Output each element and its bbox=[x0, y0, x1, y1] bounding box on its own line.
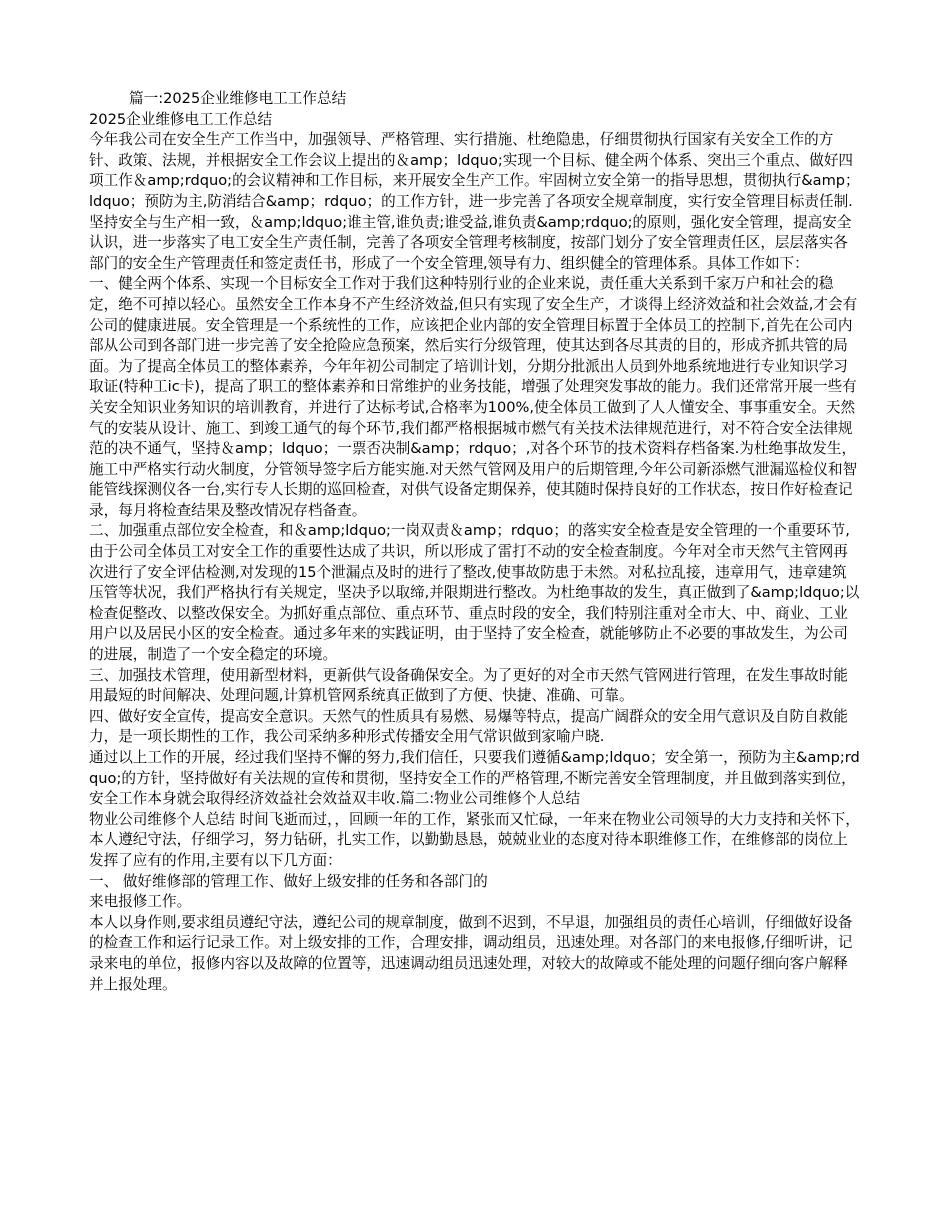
paragraph-section-one: 一、健全两个体系、实现一个目标安全工作对于我们这种特别行业的企业来说，责任重大关系到千家万户和社会的稳定，绝不可掉以轻心。虽然安全工作本身不产生经济效益,但只有实现了安全生产，才谈得上经济效益和社会效益,才会有公司的健康进展。安全管理是一个系统性的工作，应该把企业内部的安全管理目标置于全体员工的控制下,首先在公司内部从公司到各部门进一步完善了安全抢险应急预案，然后实行分级管理，使其达到各尽其责的目的，形成齐抓共管的局面。为了提高全体员工的整体素养，今年年初公司制定了培训计划，分期分批派出人员到外地系统地进行专业知识学习取证(特种工ic卡)，提高了职工的整体素养和日常维护的业务技能，增强了处理突发事故的能力。我们还常常开展一些有关安全知识业务知识的培训教育，并进行了达标考试,合格率为100%,使全体员工做到了人人懂安全、事事重安全。天然气的安装从设计、施工、到竣工通气的每个环节,我们都严格根据城市燃气有关技术法律规范进行，对不符合安全法律规范的决不通气，坚持＆amp；ldquo；一票否决制&amp；rdquo；,对各个环节的技术资料存档备案.为杜绝事故发生，施工中严格实行动火制度，分管领导签字后方能实施.对天然气管网及用户的后期管理,今年公司新添燃气泄漏巡检仪和智能管线探测仪各一台,实行专人长期的巡回检查，对供气设备定期保养，使其随时保持良好的工作状态，按日作好检查记录，每月将检查结果及整改情况存档备查。 bbox=[89, 275, 858, 519]
document-page bbox=[89, 89, 861, 995]
paragraph-part-two-item-one: 一、 做好维修部的管理工作、做好上级安排的任务和各部门的 bbox=[89, 872, 488, 890]
document-heading: 篇一:2025企业维修电工工作总结 bbox=[129, 90, 347, 107]
paragraph-part-two-body: 本人以身作则,要求组员遵纪守法，遵纪公司的规章制度，做到不迟到，不早退，加强组员的责任心培训，仔细做好设备的检查工作和运行记录工作。对上级安排的工作，合理安排，调动组员，迅速处理。对各部门的来电报修,仔细听讲，记录来电的单位，报修内容以及故障的位置等，迅速调动组员迅速处理，对较大的故障或不能处理的问题仔细向客户解释并上报处理。 bbox=[89, 913, 853, 993]
paragraph-part-two-intro: 物业公司维修个人总结 时间飞逝而过，，回顾一年的工作，紧张而又忙碌，一年来在物业公司领导的大力支持和关怀下，本人遵纪守法，仔细学习，努力钻研，扎实工作，以勤勤恳恳，兢兢业业的态度对待本职维修工作，在维修部的岗位上发挥了应有的作用,主要有以下几方面： bbox=[89, 810, 860, 869]
paragraph-section-three: 三、加强技术管理，使用新型材料，更新供气设备确保安全。为了更好的对全市天然气管网进行管理，在发生事故时能用最短的时间解决、处理问题,计算机管网系统真正做到了方便、快捷、准确、可靠。 bbox=[89, 666, 848, 705]
paragraph-conclusion: 通过以上工作的开展，经过我们坚持不懈的努力,我们信任，只要我们遵循&amp;ldquo；安全第一，预防为主&amp;rdquo;的方针，坚持做好有关法规的宣传和贯彻，坚持安全工作的严格管理,不断完善安全管理制度，并且做到落实到位，安全工作本身就会取得经济效益社会效益双丰收.篇二:物业公司维修个人总结 bbox=[89, 749, 860, 808]
paragraph-section-two: 二、加强重点部位安全检查，和＆amp;ldquo;一岗双责＆amp；rdquo；的落实安全检查是安全管理的一个重要环节,由于公司全体员工对安全工作的重要性达成了共识，所以形成了雷打不动的安全检查制度。今年对全市天然气主管网再次进行了安全评估检测,对发现的15个泄漏点及时的进行了整改,使事故防患于未然。对私拉乱接，违章用气，违章建筑压管等状况，我们严格执行有关规定，坚决予以取缔,并限期进行整改。为杜绝事故的发生，真正做到了&amp;ldquo;以检查促整改、以整改保安全。为抓好重点部位、重点环节、重点时段的安全，我们特别注重对全市大、中、商业、工业用户以及居民小区的安全检查。通过多年来的实践证明，由于坚持了安全检查，就能够防止不必要的事故发生，为公司的进展，制造了一个安全稳定的环境。 bbox=[89, 522, 860, 664]
document-subheading: 2025企业维修电工工作总结 bbox=[89, 110, 273, 128]
paragraph-part-two-item-one-cont: 来电报修工作。 bbox=[89, 893, 192, 911]
paragraph-section-four: 四、做好安全宣传，提高安全意识。天然气的性质具有易燃、易爆等特点，提高广阔群众的安全用气意识及自防自救能力，是一项长期性的工作，我公司采纳多种形式传播安全用气常识做到家喻户晓. bbox=[89, 707, 848, 746]
paragraph-intro: 今年我公司在安全生产工作当中，加强领导、严格管理、实行措施、杜绝隐患，仔细贯彻执行国家有关安全工作的方针、政策、法规，并根据安全工作会议上提出的＆amp；ldquo;实现一个目标、健全两个体系、突出三个重点、做好四项工作＆amp;rdquo;的会议精神和工作目标，来开展安全生产工作。牢固树立安全第一的指导思想，贯彻执行&amp；ldquo；预防为主,防消结合&amp；rdquo；的工作方针，进一步完善了各项安全规章制度，实行安全管理目标责任制.坚持安全与生产相一致，＆amp;ldquo;谁主管,谁负责;谁受益,谁负责&amp;rdquo;的原则，强化安全管理，提高安全认识，进一步落实了电工安全生产责任制，完善了各项安全管理考核制度，按部门划分了安全管理责任区，层层落实各部门的安全生产管理责任和签定责任书，形成了一个安全管理,领导有力、组织健全的管理体系。具体工作如下： bbox=[89, 131, 860, 272]
